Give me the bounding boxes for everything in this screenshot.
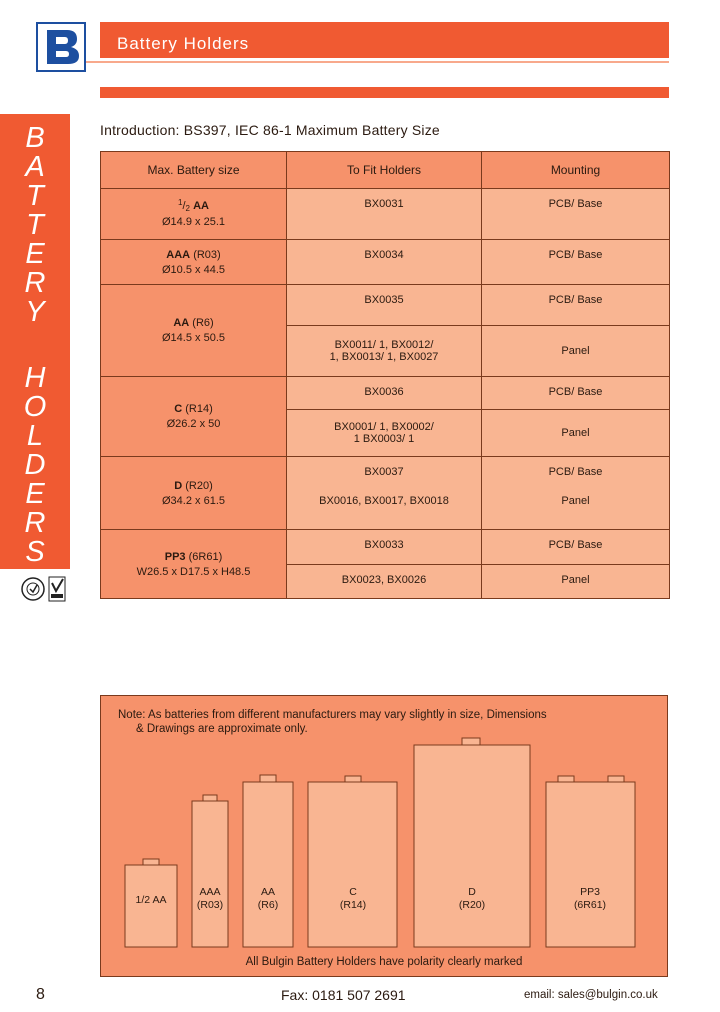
holders-cell: BX0023, BX0026 bbox=[287, 565, 482, 599]
mounting-cell: PCB/ Base bbox=[482, 530, 670, 565]
size-name: AA bbox=[173, 317, 190, 329]
size-name: PP3 bbox=[164, 550, 186, 563]
battery-size-cell bbox=[101, 240, 287, 285]
size-dimensions: Ø14.5 x 50.5 bbox=[162, 332, 225, 344]
battery-size-cell bbox=[101, 285, 287, 377]
battery-code: (R20) bbox=[458, 899, 486, 911]
mounting-cell: PCB/ Base bbox=[482, 285, 670, 326]
side-letter: E bbox=[25, 238, 45, 270]
battery-label: PP3 bbox=[580, 886, 600, 898]
mounting-cell: PCB/ Base bbox=[482, 189, 670, 240]
holders-cell: BX0036 bbox=[287, 377, 482, 410]
table-row bbox=[101, 530, 670, 565]
holders-cell: BX0035 bbox=[287, 285, 482, 326]
holders-cell: BX0033 bbox=[287, 530, 482, 565]
side-letter: H bbox=[24, 362, 46, 394]
side-letter: L bbox=[26, 420, 44, 452]
side-letter: T bbox=[26, 209, 44, 241]
battery-half-aa-drawing bbox=[125, 859, 177, 947]
column-header: Mounting bbox=[482, 152, 670, 189]
size-code: (R6) bbox=[189, 317, 214, 329]
battery-code: (R6) bbox=[257, 899, 279, 911]
size-dimensions: Ø34.2 x 61.5 bbox=[162, 494, 225, 507]
holders-cell: BX0016, BX0017, BX0018 bbox=[287, 493, 482, 530]
side-banner bbox=[0, 114, 70, 569]
side-letter: E bbox=[25, 478, 45, 510]
table-row bbox=[101, 457, 670, 493]
size-dimensions: W26.5 x D17.5 x H48.5 bbox=[136, 565, 251, 578]
battery-code: (R14) bbox=[339, 899, 367, 911]
mounting-cell: Panel bbox=[482, 410, 670, 457]
size-code: (R14) bbox=[182, 403, 213, 415]
mounting-cell: Panel bbox=[482, 565, 670, 599]
side-letter: A bbox=[25, 151, 45, 183]
note-text: Note: As batteries from different manufacturers may vary slightly in size, Dimensions bbox=[118, 709, 547, 721]
battery-aa-drawing bbox=[243, 775, 293, 947]
battery-code: (R03) bbox=[196, 899, 224, 911]
table-row bbox=[101, 377, 670, 410]
mounting-cell: PCB/ Base bbox=[482, 377, 670, 410]
battery-size-table bbox=[100, 151, 670, 599]
size-fraction-num: 1 bbox=[178, 198, 183, 207]
header-rule bbox=[86, 61, 669, 63]
holders-cell: BX0001/ 1, BX0002/ 1 BX0003/ 1 bbox=[287, 410, 482, 457]
table-row bbox=[101, 285, 670, 326]
logo-b-icon bbox=[38, 24, 84, 70]
page-number: 8 bbox=[36, 986, 45, 1003]
side-letter: R bbox=[24, 267, 46, 299]
size-fraction-den: 2 bbox=[185, 204, 190, 213]
size-dimensions: Ø10.5 x 44.5 bbox=[162, 264, 225, 276]
side-letter: T bbox=[26, 180, 44, 212]
size-name: C bbox=[174, 403, 183, 415]
side-letter: S bbox=[25, 536, 45, 568]
holders-cell: BX0031 bbox=[287, 189, 482, 240]
section-rule bbox=[100, 87, 669, 98]
battery-label: 1/2 AA bbox=[135, 894, 167, 906]
size-name: AA bbox=[193, 200, 209, 212]
battery-size-cell bbox=[101, 457, 287, 530]
battery-label: D bbox=[468, 886, 476, 898]
battery-drawings bbox=[100, 695, 668, 977]
polarity-note: All Bulgin Battery Holders have polarity clearly marked bbox=[245, 956, 523, 968]
page-title: Battery Holders bbox=[117, 34, 250, 53]
table-header-row bbox=[101, 152, 670, 189]
battery-c-drawing bbox=[308, 776, 397, 947]
battery-size-cell bbox=[101, 377, 287, 457]
intro-text: Introduction: BS397, IEC 86-1 Maximum Battery Size bbox=[100, 122, 440, 138]
fax-number: Fax: 0181 507 2691 bbox=[281, 987, 406, 1003]
battery-size-cell: $^1/_2$ AA Ø14.9 x 25.1 bbox=[101, 189, 287, 240]
note-text: & Drawings are approximate only. bbox=[136, 723, 308, 735]
column-header: To Fit Holders bbox=[287, 152, 482, 189]
holders-cell: BX0011/ 1, BX0012/ 1, BX0013/ 1, BX0027 bbox=[287, 326, 482, 377]
mounting-cell: Panel bbox=[482, 493, 670, 530]
certification-mark-icon bbox=[21, 573, 69, 607]
side-letter: O bbox=[23, 391, 47, 423]
side-letter: Y bbox=[25, 296, 45, 328]
side-letter: D bbox=[24, 449, 46, 481]
table-row bbox=[101, 189, 670, 240]
mounting-cell: Panel bbox=[482, 326, 670, 377]
size-code: (R20) bbox=[182, 479, 213, 492]
table-row bbox=[101, 240, 670, 285]
size-name: D bbox=[174, 479, 183, 492]
battery-size-cell bbox=[101, 530, 287, 599]
battery-code: (6R61) bbox=[573, 899, 607, 911]
size-name: AAA bbox=[166, 249, 191, 261]
holders-cell: BX0034 bbox=[287, 240, 482, 285]
battery-aaa-drawing bbox=[192, 795, 228, 947]
battery-label: AA bbox=[260, 886, 276, 898]
size-code: (6R61) bbox=[185, 550, 223, 563]
email-address: email: sales@bulgin.co.uk bbox=[524, 989, 658, 1001]
column-header: Max. Battery size bbox=[101, 152, 287, 189]
size-dimensions: Ø26.2 x 50 bbox=[166, 418, 221, 430]
battery-pp3-drawing bbox=[546, 776, 635, 947]
side-letter: B bbox=[25, 122, 45, 154]
battery-label: C bbox=[349, 886, 357, 898]
mounting-cell: PCB/ Base bbox=[482, 240, 670, 285]
size-code: (R03) bbox=[190, 249, 221, 261]
bulgin-logo bbox=[36, 22, 86, 72]
holders-cell: BX0037 bbox=[287, 457, 482, 493]
mounting-cell: PCB/ Base bbox=[482, 457, 670, 493]
battery-label: AAA bbox=[199, 886, 221, 898]
battery-d-drawing bbox=[414, 738, 530, 947]
side-letter: R bbox=[24, 507, 46, 539]
size-dimensions: Ø14.9 x 25.1 bbox=[162, 216, 225, 228]
